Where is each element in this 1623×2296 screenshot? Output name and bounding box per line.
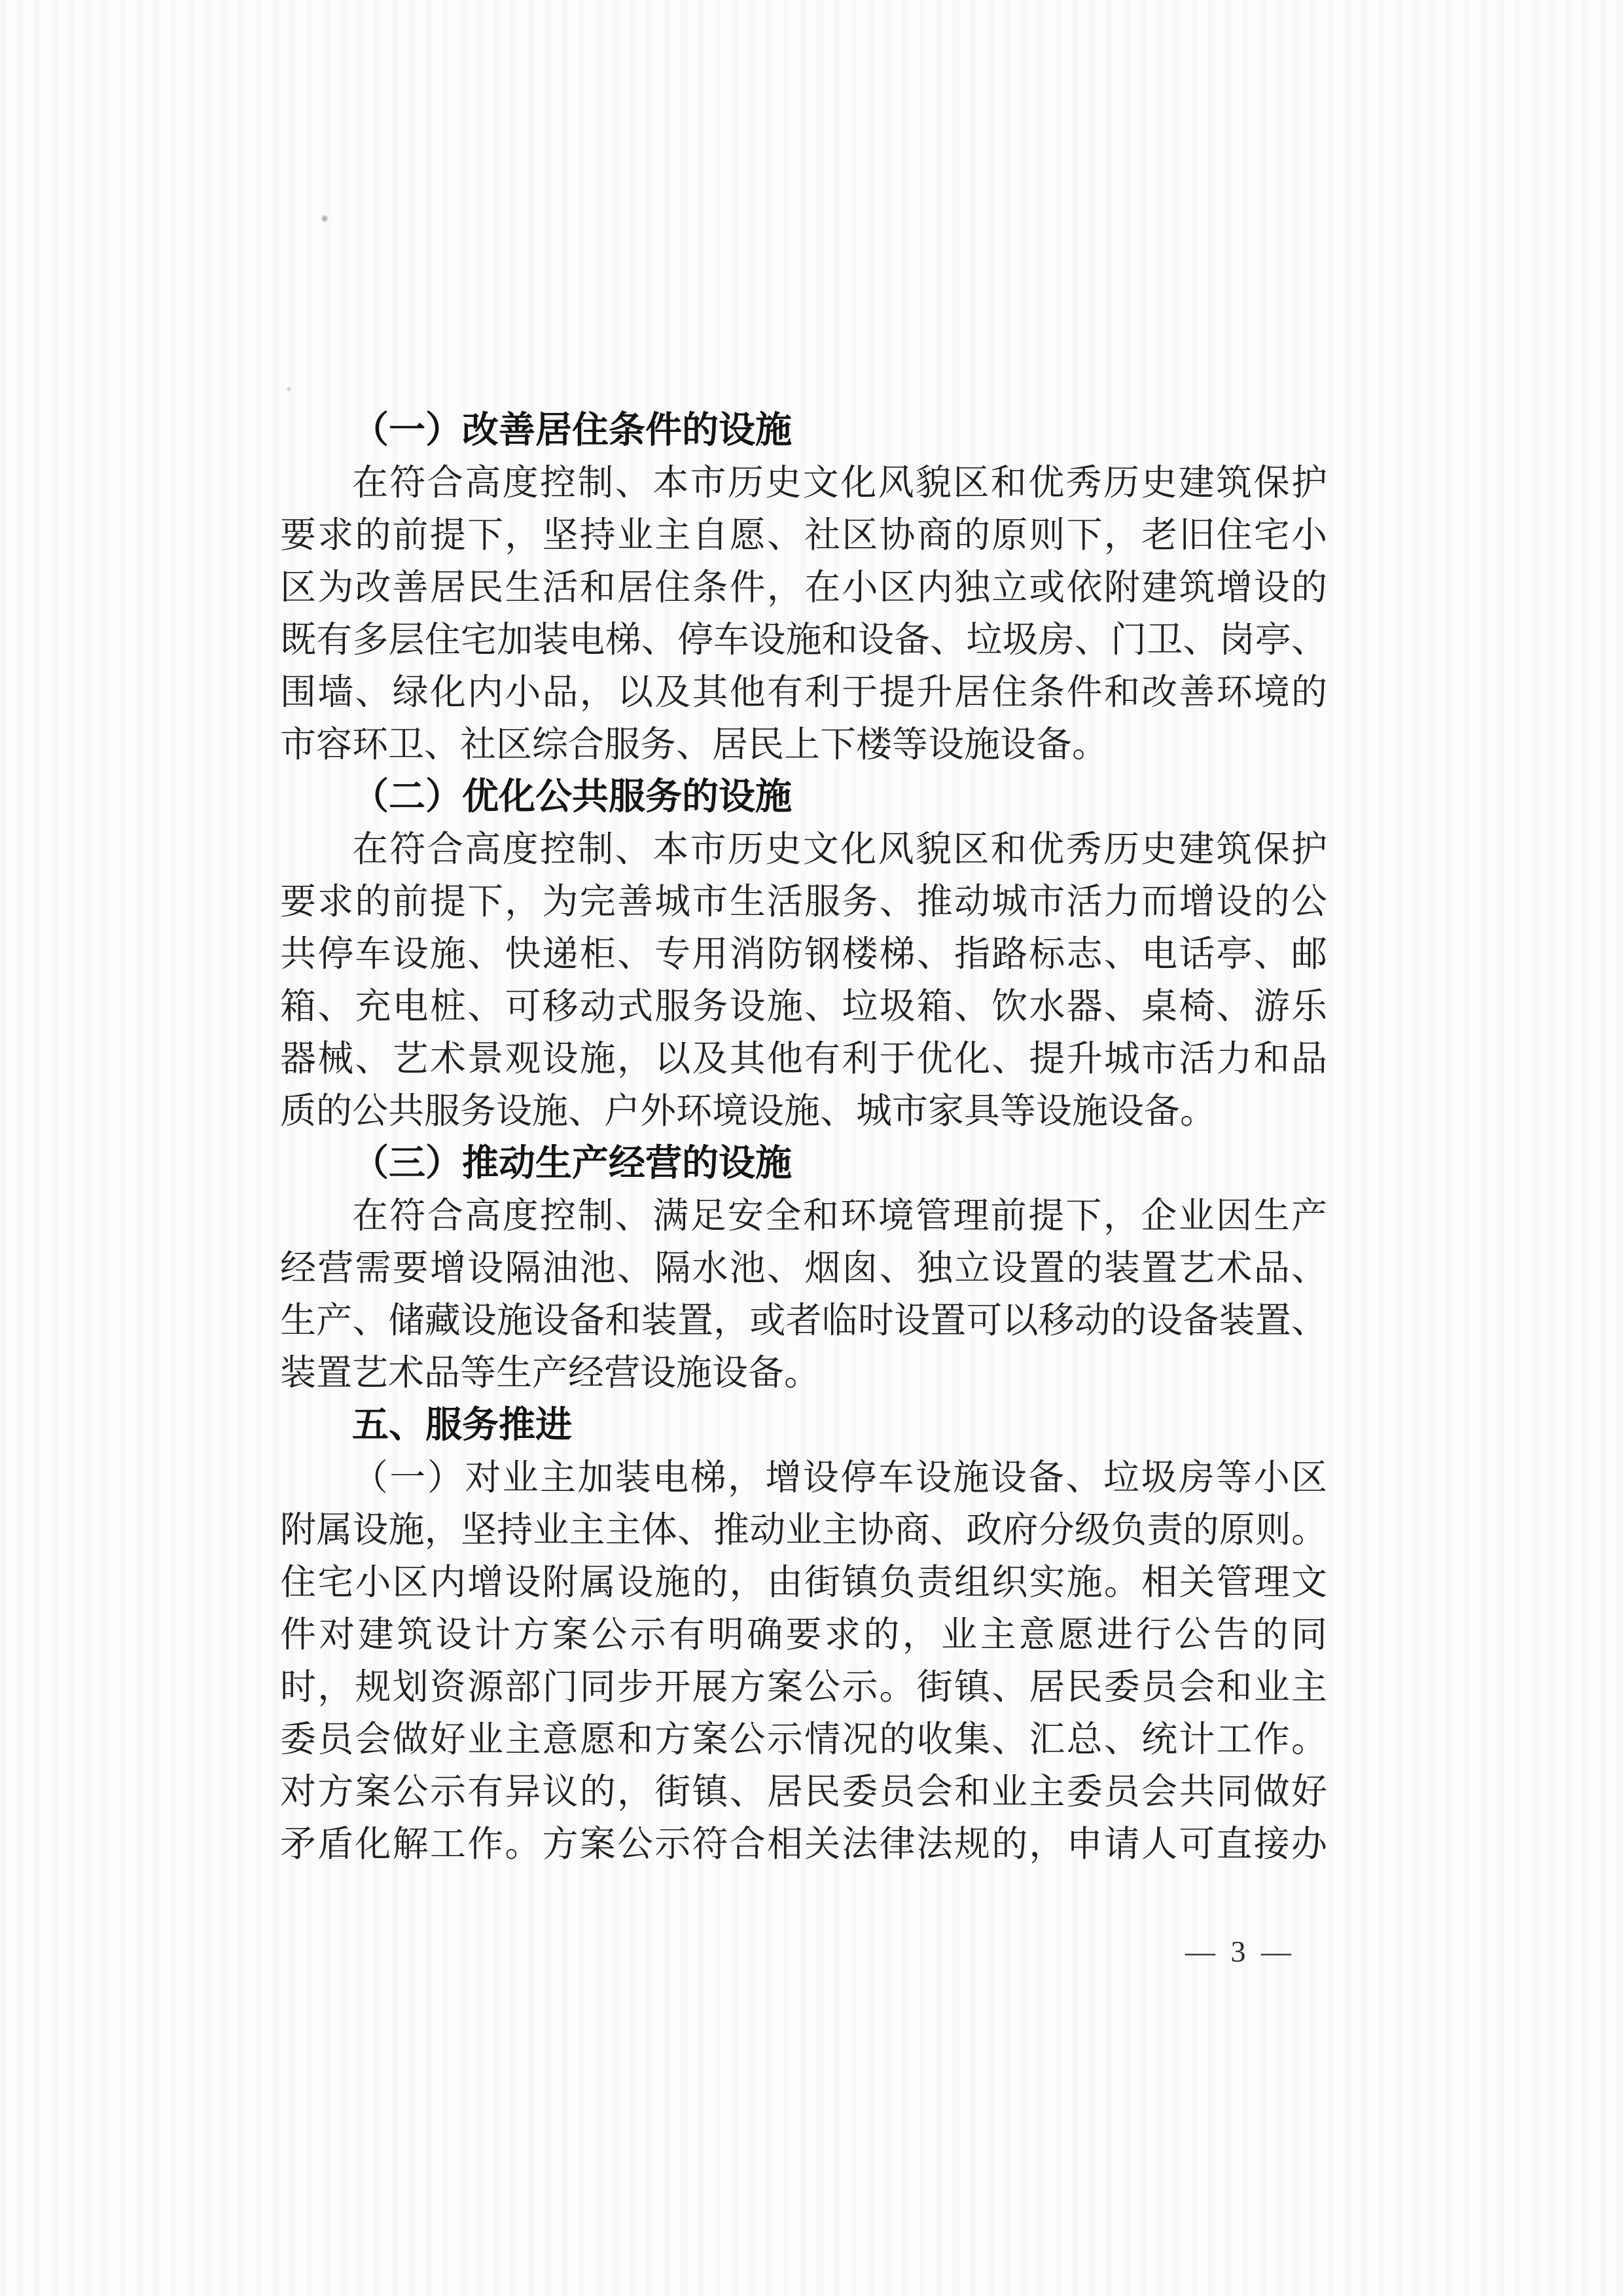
section-heading: 五、服务推进 <box>352 1405 572 1446</box>
text-line: 市容环卫、社区综合服务、居民上下楼等设施设备。 <box>280 725 1109 764</box>
text-line: 共停车设施、快递柜、专用消防钢楼梯、指路标志、电话亭、邮 <box>280 934 1327 974</box>
text-line: 装置艺术品等生产经营设施设备。 <box>280 1353 821 1393</box>
scan-speck <box>321 215 329 223</box>
text-line: 在符合高度控制、满足安全和环境管理前提下，企业因生产 <box>352 1196 1327 1236</box>
page-number: — 3 — <box>1185 1935 1295 1968</box>
text-line: 住宅小区内增设附属设施的，由街镇负责组织实施。相关管理文 <box>280 1562 1327 1602</box>
text-line: 要求的前提下，坚持业主自愿、社区协商的原则下，老旧住宅小 <box>280 515 1327 555</box>
text-line: 附属设施，坚持业主主体、推动业主协商、政府分级负责的原则。 <box>280 1510 1327 1550</box>
text-line: 既有多层住宅加装电梯、停车设施和设备、垃圾房、门卫、岗亭、 <box>280 620 1327 660</box>
text-line: 质的公共服务设施、户外环境设施、城市家具等设施设备。 <box>280 1091 1217 1131</box>
section-heading: （三）推动生产经营的设施 <box>352 1143 792 1184</box>
section-heading: （一）改善居住条件的设施 <box>352 410 792 451</box>
text-line: 箱、充电桩、可移动式服务设施、垃圾箱、饮水器、桌椅、游乐 <box>280 986 1327 1026</box>
text-line: 委员会做好业主意愿和方案公示情况的收集、汇总、统计工作。 <box>280 1719 1327 1759</box>
text-line: 区为改善居民生活和居住条件，在小区内独立或依附建筑增设的 <box>280 567 1327 607</box>
text-line: 在符合高度控制、本市历史文化风貌区和优秀历史建筑保护 <box>352 463 1327 503</box>
scan-speck <box>286 386 292 392</box>
text-line: 矛盾化解工作。方案公示符合相关法律法规的，申请人可直接办 <box>280 1824 1327 1864</box>
section-heading: （二）优化公共服务的设施 <box>352 777 792 817</box>
text-line: 围墙、绿化内小品，以及其他有利于提升居住条件和改善环境的 <box>280 672 1327 712</box>
text-line: 件对建筑设计方案公示有明确要求的，业主意愿进行公告的同 <box>280 1615 1327 1655</box>
text-line: （一）对业主加装电梯，增设停车设施设备、垃圾房等小区 <box>352 1458 1327 1498</box>
text-line: 经营需要增设隔油池、隔水池、烟囱、独立设置的装置艺术品、 <box>280 1248 1327 1288</box>
text-line: 器械、艺术景观设施，以及其他有利于优化、提升城市活力和品 <box>280 1039 1327 1079</box>
text-line: 生产、储藏设施设备和装置，或者临时设置可以移动的设备装置、 <box>280 1300 1327 1340</box>
text-line: 在符合高度控制、本市历史文化风貌区和优秀历史建筑保护 <box>352 829 1327 869</box>
text-line: 要求的前提下，为完善城市生活服务、推动城市活力而增设的公 <box>280 882 1327 922</box>
text-block <box>280 404 1327 1871</box>
text-line: 时，规划资源部门同步开展方案公示。街镇、居民委员会和业主 <box>280 1667 1327 1707</box>
text-line: 对方案公示有异议的，街镇、居民委员会和业主委员会共同做好 <box>280 1772 1327 1812</box>
